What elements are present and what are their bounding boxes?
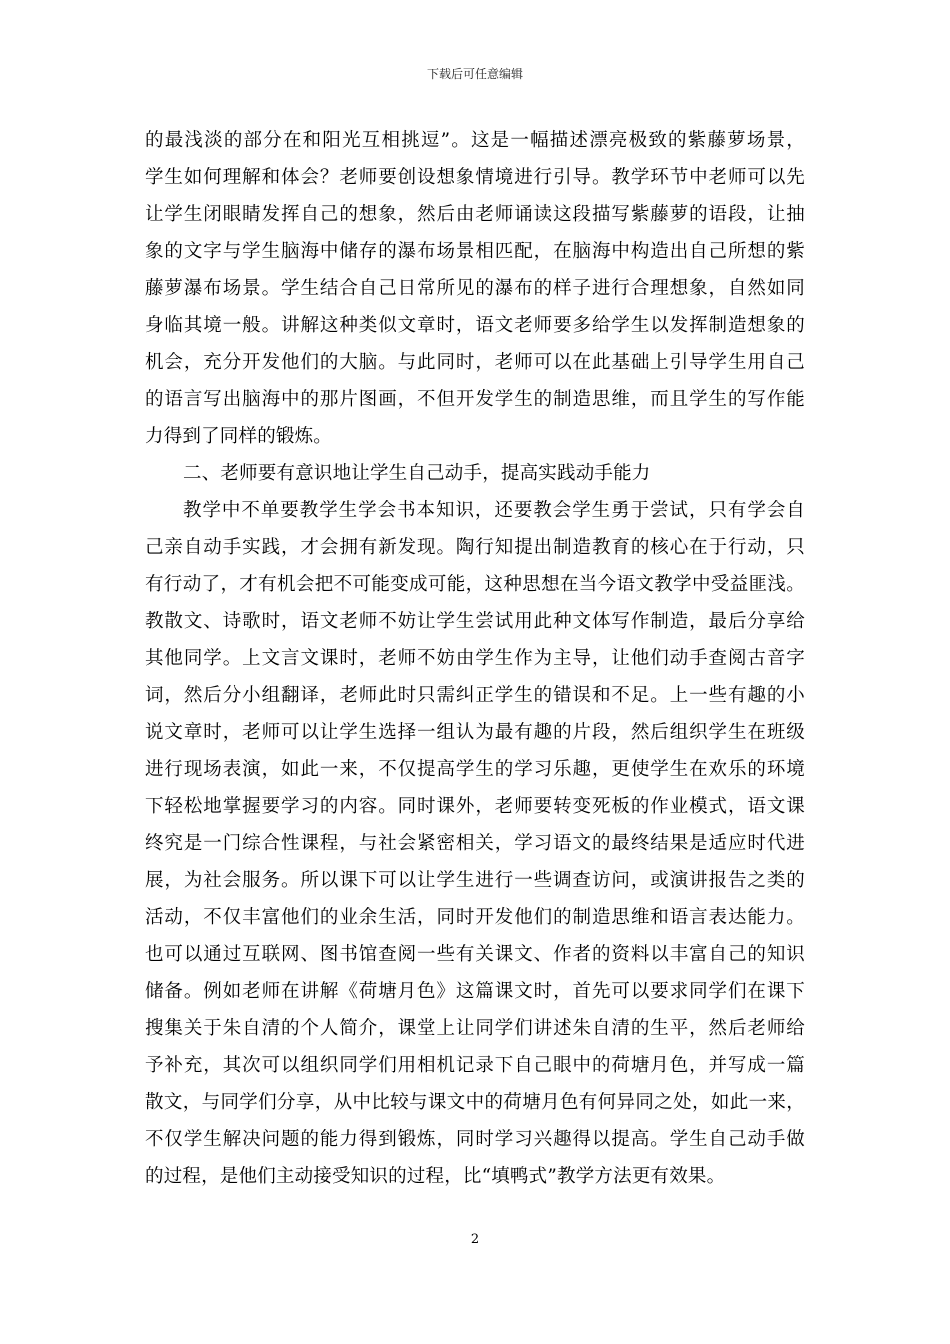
page-number: 2: [470, 1232, 480, 1247]
text-line: 学生如何理解和体会？老师要创设想象情境进行引导。教学环节中老师可以先: [145, 167, 805, 188]
text-line: 的最浅淡的部分在和阳光互相挑逗”。这是一幅描述漂亮极致的紫藤萝场景，: [145, 130, 805, 151]
text-line: 词，然后分小组翻译，老师此时只需纠正学生的错误和不足。上一些有趣的小: [145, 685, 805, 706]
text-line: 的语言写出脑海中的那片图画，不但开发学生的制造思维，而且学生的写作能: [145, 389, 805, 410]
text-line: 教学中不单要教学生学会书本知识，还要教会学生勇于尝试，只有学会自: [183, 500, 805, 521]
document-body: [145, 122, 805, 1195]
text-line: 散文，与同学们分享，从中比较与课文中的荷塘月色有何异同之处，如此一来，: [145, 1092, 805, 1113]
text-line: 有行动了，才有机会把不可能变成可能，这种思想在当今语文教学中受益匪浅。: [145, 574, 805, 595]
text-line: 也可以通过互联网、图书馆查阅一些有关课文、作者的资料以丰富自己的知识: [145, 944, 805, 965]
text-line: 教散文、诗歌时，语文老师不妨让学生尝试用此种文体写作制造，最后分享给: [145, 611, 805, 632]
text-line: 搜集关于朱自清的个人简介，课堂上让同学们讲述朱自清的生平，然后老师给: [145, 1018, 805, 1039]
text-line: 活动，不仅丰富他们的业余生活，同时开发他们的制造思维和语言表达能力。: [145, 907, 805, 928]
text-line: 象的文字与学生脑海中储存的瀑布场景相匹配，在脑海中构造出自己所想的紫: [145, 241, 805, 262]
text-line: 其他同学。上文言文课时，老师不妨由学生作为主导，让他们动手查阅古音字: [145, 648, 805, 669]
text-line: 说文章时，老师可以让学生选择一组认为最有趣的片段，然后组织学生在班级: [145, 722, 805, 743]
text-line: 机会，充分开发他们的大脑。与此同时，老师可以在此基础上引导学生用自己: [145, 352, 805, 373]
text-line: 身临其境一般。讲解这种类似文章时，语文老师要多给学生以发挥制造想象的: [145, 315, 805, 336]
text-line: 藤萝瀑布场景。学生结合自己日常所见的瀑布的样子进行合理想象，自然如同: [145, 278, 805, 299]
text-line: 进行现场表演，如此一来，不仅提高学生的学习乐趣，更使学生在欢乐的环境: [145, 759, 805, 780]
text-line: 终究是一门综合性课程，与社会紧密相关，学习语文的最终结果是适应时代进: [145, 833, 805, 854]
text-line: 下轻松地掌握要学习的内容。同时课外，老师要转变死板的作业模式，语文课: [145, 796, 805, 817]
text-line: 己亲自动手实践，才会拥有新发现。陶行知提出制造教育的核心在于行动，只: [145, 537, 805, 558]
section-heading: 二、老师要有意识地让学生自己动手，提高实践动手能力: [183, 463, 651, 484]
text-line: 的过程，是他们主动接受知识的过程，比“填鸭式”教学方法更有效果。: [145, 1166, 726, 1187]
page-header: 下载后可任意编辑: [426, 67, 523, 81]
text-line: 予补充，其次可以组织同学们用相机记录下自己眼中的荷塘月色，并写成一篇: [145, 1055, 805, 1076]
text-line: 让学生闭眼睛发挥自己的想象，然后由老师诵读这段描写紫藤萝的语段，让抽: [145, 204, 805, 225]
text-line: 力得到了同样的锻炼。: [145, 426, 333, 447]
text-line: 储备。例如老师在讲解《荷塘月色》这篇课文时，首先可以要求同学们在课下: [145, 981, 805, 1002]
text-line: 展，为社会服务。所以课下可以让学生进行一些调查访问，或演讲报告之类的: [145, 870, 805, 891]
text-line: 不仅学生解决问题的能力得到锻炼，同时学习兴趣得以提高。学生自己动手做: [145, 1129, 805, 1150]
